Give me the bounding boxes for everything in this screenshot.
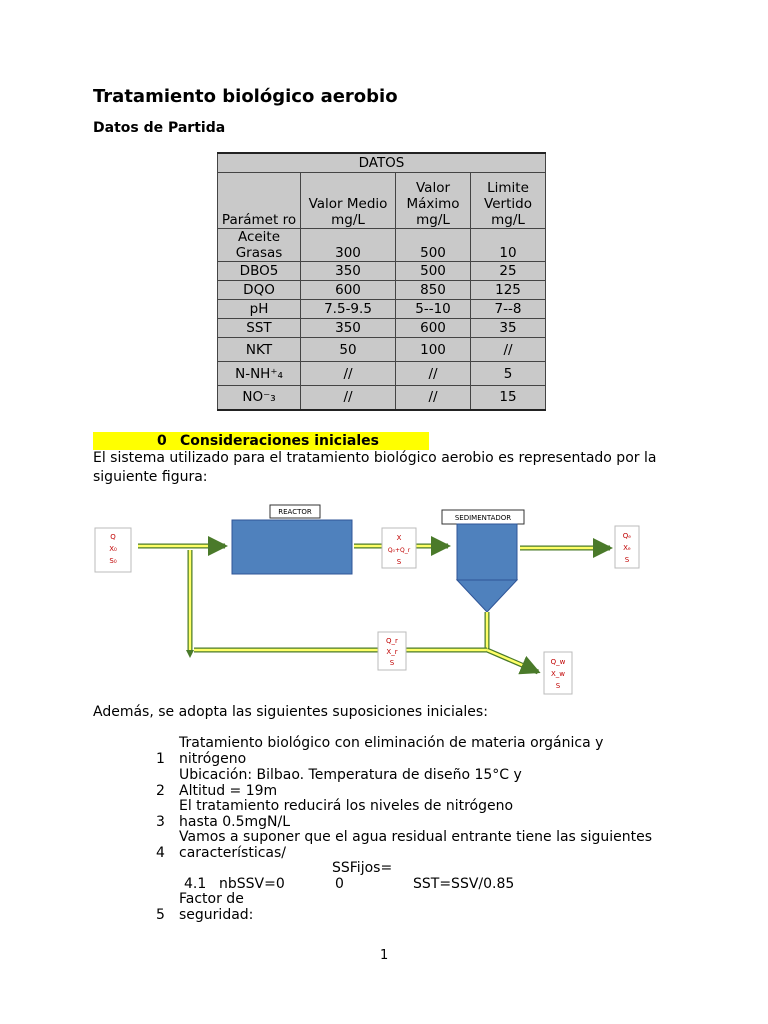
table-cell: //: [396, 386, 471, 410]
table-cell: 600: [396, 319, 471, 338]
table-cell: 5: [471, 362, 546, 386]
waste-label: S: [555, 682, 561, 690]
table-row: [218, 229, 546, 262]
table-cell: 35: [471, 319, 546, 338]
table-row: [218, 262, 546, 281]
process-diagram: [90, 500, 690, 700]
table-cell: 350: [301, 262, 396, 281]
flow-arrow-waste: [487, 650, 536, 671]
assumptions-intro: Además, se adopta las siguientes suposiciones iniciales:: [93, 704, 488, 720]
list-item-text: seguridad:: [179, 907, 254, 923]
inlet-label: S₀: [109, 557, 117, 565]
mid-label: Q₀+Q_r: [387, 547, 411, 554]
list-item-text: Vamos a suponer que el agua residual entrante tiene las siguientes: [179, 829, 653, 845]
list-item-number: 2: [156, 783, 165, 799]
table-cell: //: [471, 338, 546, 362]
page-title: Tratamiento biológico aerobio: [93, 86, 398, 107]
inlet-label: Q: [110, 533, 116, 541]
intro-paragraph: El sistema utilizado para el tratamiento biológico aerobio es representado por la siguiente figura:: [93, 450, 657, 485]
table-cell: 5--10: [396, 300, 471, 319]
list-item-text: características/: [179, 845, 287, 861]
table-cell: 7--8: [471, 300, 546, 319]
mid-label: X: [396, 534, 402, 542]
list-item-text: Altitud = 19m: [179, 783, 278, 799]
table-cell: 850: [396, 281, 471, 300]
list-item-text: nitrógeno: [179, 751, 247, 767]
list-item-text: Ubicación: Bilbao. Temperatura de diseño 15°C y: [179, 767, 522, 783]
table-cell: 125: [471, 281, 546, 300]
table-cell: 500: [396, 229, 471, 262]
table-cell: DQO: [218, 281, 301, 300]
col-header: Limite Vertido mg/L: [471, 173, 546, 229]
table-cell: 350: [301, 319, 396, 338]
table-cell: //: [301, 362, 396, 386]
list-item-text: Factor de: [179, 891, 244, 907]
table-row: [218, 386, 546, 410]
sub-item-text: 0: [335, 876, 344, 892]
list-item-text: El tratamiento reducirá los niveles de nitrógeno: [179, 798, 514, 814]
recycle-arrowhead: [186, 650, 194, 658]
sedimentador-tank: [457, 524, 517, 580]
sedimentador-label: SEDIMENTADOR: [454, 514, 512, 522]
waste-label: Q_w: [550, 658, 566, 666]
table-row: [218, 300, 546, 319]
table-cell: 50: [301, 338, 396, 362]
inlet-label: X₀: [109, 545, 117, 553]
table-cell: 500: [396, 262, 471, 281]
table-row: [218, 281, 546, 300]
section-heading: Consideraciones iniciales: [180, 433, 379, 449]
table-cell: 300: [301, 229, 396, 262]
list-item-text: hasta 0.5mgN/L: [179, 814, 291, 830]
table-row: [218, 338, 546, 362]
section-number: 0: [157, 433, 167, 449]
outlet-label: Xₑ: [623, 544, 631, 552]
reactor-label: REACTOR: [278, 508, 312, 516]
reactor-box: [232, 520, 352, 574]
col-header: Parámet ro: [218, 173, 301, 229]
table-cell: 100: [396, 338, 471, 362]
table-row: [218, 362, 546, 386]
col-header: Valor Máximo mg/L: [396, 173, 471, 229]
list-item-text: Tratamiento biológico con eliminación de materia orgánica y: [179, 735, 604, 751]
sub-item-text: SSFijos=: [332, 860, 393, 876]
page-number: 1: [380, 948, 389, 963]
recycle-label: Q_r: [386, 637, 398, 645]
recycle-label: S: [389, 659, 395, 667]
list-item-number: 4: [156, 845, 165, 861]
table-cell: 10: [471, 229, 546, 262]
section-subtitle: Datos de Partida: [93, 120, 226, 136]
sedimentador-cone: [457, 580, 517, 612]
table-cell: SST: [218, 319, 301, 338]
table-cell: NO⁻₃: [218, 386, 301, 410]
data-table: [217, 152, 546, 411]
table-cell: 25: [471, 262, 546, 281]
table-cell: 15: [471, 386, 546, 410]
table-cell: DBO5: [218, 262, 301, 281]
table-cell: Aceite Grasas: [218, 229, 301, 262]
table-cell: 7.5-9.5: [301, 300, 396, 319]
table-header-row: [218, 173, 546, 229]
sub-item-text: nbSSV=0: [219, 876, 285, 892]
outlet-label: S: [624, 556, 630, 564]
table-cell: //: [301, 386, 396, 410]
table-cell: NKT: [218, 338, 301, 362]
list-item-number: 1: [156, 751, 165, 767]
table-cell: pH: [218, 300, 301, 319]
table-caption: DATOS: [218, 153, 546, 173]
outlet-label: Qₑ: [622, 532, 632, 540]
sub-item-number: 4.1: [184, 876, 207, 892]
table-cell: 600: [301, 281, 396, 300]
recycle-label: X_r: [386, 648, 398, 656]
col-header: Valor Medio mg/L: [301, 173, 396, 229]
table-cell: N-NH⁺₄: [218, 362, 301, 386]
list-item-number: 5: [156, 907, 165, 923]
waste-label: X_w: [550, 670, 566, 678]
table-row: [218, 319, 546, 338]
mid-label: S: [396, 558, 402, 566]
list-item-number: 3: [156, 814, 165, 830]
table-cell: //: [396, 362, 471, 386]
sub-item-text: SST=SSV/0.85: [413, 876, 515, 892]
